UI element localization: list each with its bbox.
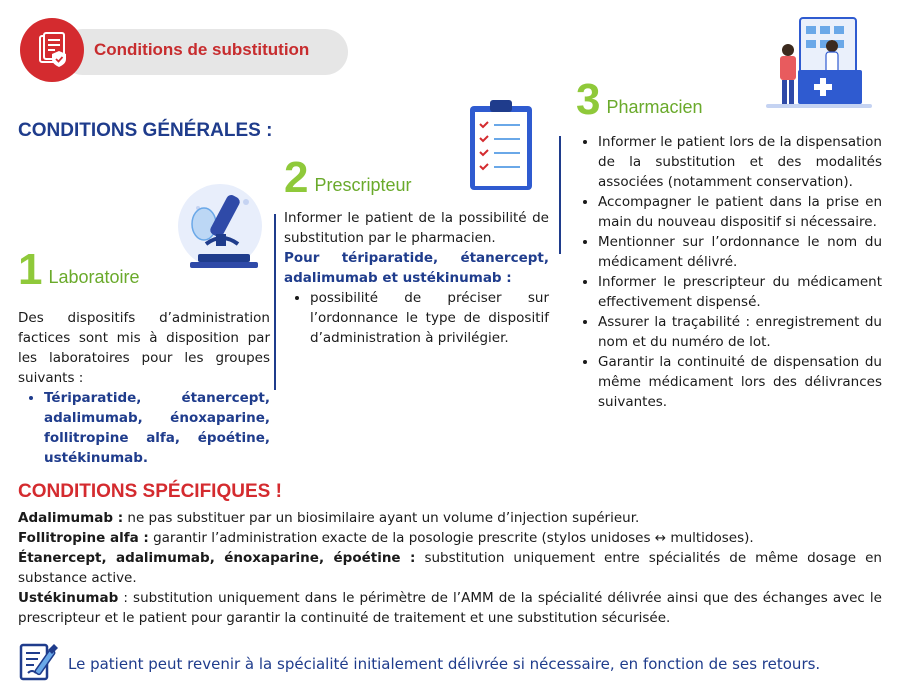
laboratoire-title: Laboratoire	[48, 267, 140, 287]
specific-heading: CONDITIONS SPÉCIFIQUES !	[18, 481, 282, 502]
prescripteur-number: 2	[284, 153, 309, 202]
specific-item-label: Adalimumab :	[18, 510, 124, 526]
laboratoire-heading	[18, 245, 140, 294]
pharmacien-number: 3	[576, 75, 601, 124]
pharmacien-list	[576, 132, 882, 412]
header-title: Conditions de substitution	[94, 40, 310, 59]
specific-conditions	[18, 508, 882, 628]
prescripteur-heading	[284, 153, 412, 202]
laboratoire-list	[44, 388, 270, 468]
footer-note	[18, 640, 882, 688]
list-item: • Mentionner sur l’ordonnance le nom du médicament délivré.	[598, 232, 882, 272]
list-item: • Garantir la continuité de dispensation du même médicament lors des délivrances suivantes.	[598, 352, 882, 412]
specific-item-label: Follitropine alfa :	[18, 530, 149, 546]
pharmacy-counter-icon	[764, 16, 874, 114]
specific-item	[18, 588, 882, 628]
specific-item	[18, 548, 882, 588]
list-item: • Informer le prescripteur du médicament effectivement dispensé.	[598, 272, 882, 312]
specific-item-text: : substitution uniquement dans le périmètre de l’AMM de la spécialité délivrée ainsi que des échanges avec le prescripteur et le patient pour garantir la continuité de traitement et une substitution sécurisée.	[18, 590, 882, 626]
specific-item-text: ne pas substituer par un biosimilaire ayant un volume d’injection supérieur.	[123, 510, 640, 526]
specific-item-label: Étanercept, adalimumab, énoxaparine, époétine :	[18, 550, 416, 566]
list-item: • Accompagner le patient dans la prise en main du nouveau dispositif si nécessaire.	[598, 192, 882, 232]
prescripteur-text: Informer le patient de la possibilité de substitution par le pharmacien.	[284, 210, 549, 246]
prescripteur-body	[284, 208, 549, 348]
footer-text: Le patient peut revenir à la spécialité initialement délivrée si nécessaire, en fonction de ses retours.	[68, 655, 821, 673]
specific-item-text: substitution uniquement entre spécialités de même dosage en substance active.	[18, 550, 882, 586]
pharmacien-title: Pharmacien	[606, 97, 703, 117]
prescripteur-bold-text: Pour tériparatide, étanercept, adalimumab et ustékinumab :	[284, 250, 549, 286]
header-badge	[20, 18, 348, 76]
pharmacien-heading	[576, 75, 703, 124]
document-shield-icon	[20, 18, 84, 82]
writing-document-icon	[18, 640, 60, 688]
pharmacien-divider	[559, 136, 561, 254]
list-item: • Informer le patient lors de la dispensation de la substitution et des modalités associées (notamment conservation).	[598, 132, 882, 192]
prescripteur-title: Prescripteur	[314, 175, 412, 195]
microscope-icon	[168, 182, 268, 282]
list-item: • Assurer la traçabilité : enregistrement du nom et du numéro de lot.	[598, 312, 882, 352]
specific-item	[18, 508, 882, 528]
list-item: • Tériparatide, étanercept, adalimumab, énoxaparine, follitropine alfa, époétine, ustékinumab.	[44, 388, 270, 468]
specific-item-text: garantir l’administration exacte de la posologie prescrite (stylos unidoses ↔ multidoses).	[148, 530, 754, 546]
prescripteur-list	[310, 288, 549, 348]
laboratoire-text: Des dispositifs d’administration factices sont mis à disposition par les laboratoires pour les groupes suivants :	[18, 310, 270, 386]
clipboard-checklist-icon	[468, 100, 534, 196]
specific-item-label: Ustékinumab	[18, 590, 119, 606]
general-heading: CONDITIONS GÉNÉRALES :	[18, 120, 273, 141]
specific-item	[18, 528, 882, 548]
laboratoire-number: 1	[18, 245, 43, 294]
prescripteur-divider	[274, 214, 276, 390]
laboratoire-body	[18, 308, 270, 468]
list-item: • possibilité de préciser sur l’ordonnance le type de dispositif d’administration à privilégier.	[310, 288, 549, 348]
